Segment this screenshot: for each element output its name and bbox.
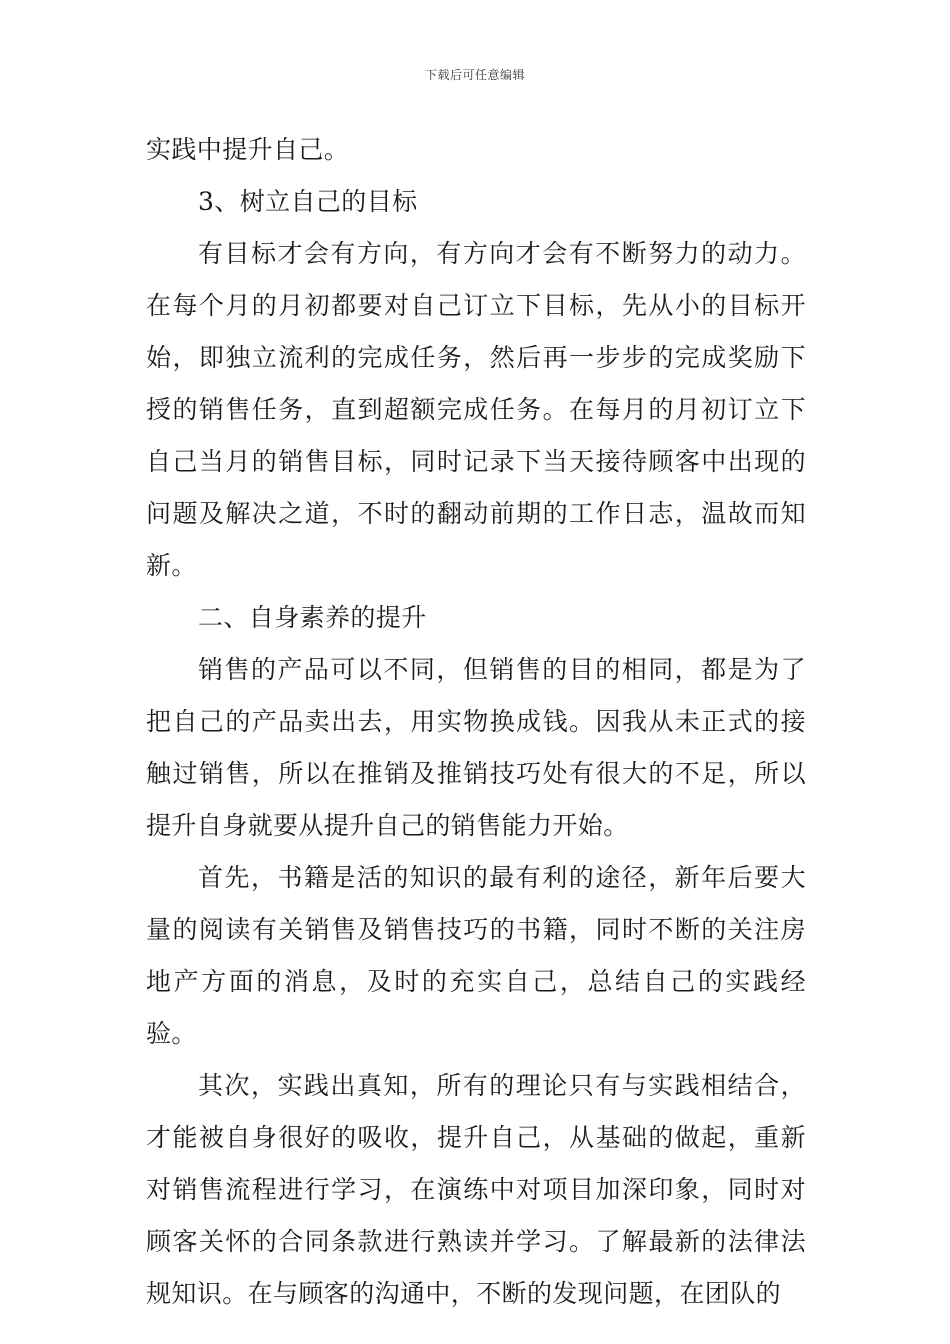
paragraph-second-practice: 其次，实践出真知，所有的理论只有与实践相结合，才能被自身很好的吸收，提升自己，从基础的做起，重新对销售流程进行学习，在演练中对项目加深印象，同时对顾客关怀的合同条款进行熟读并学习。了解最新的法律法规知识。在与顾客的沟通中，不断的发现问题，在团队的: [146, 1071, 806, 1308]
section-heading-self-improvement: 二、自身素养的提升: [198, 603, 427, 632]
section-heading-goals: 3、树立自己的目标: [198, 187, 418, 216]
document-body: [146, 124, 806, 1320]
paragraph-sales-purpose: 销售的产品可以不同，但销售的目的相同，都是为了把自己的产品卖出去，用实物换成钱。因我从未正式的接触过销售，所以在推销及推销技巧处有很大的不足，所以提升自身就要从提升自己的销售能力开始。: [146, 655, 806, 840]
paragraph-continuation: 实践中提升自己。: [146, 135, 350, 164]
paragraph-first-reading: 首先，书籍是活的知识的最有利的途径，新年后要大量的阅读有关销售及销售技巧的书籍，同时不断的关注房地产方面的消息，及时的充实自己，总结自己的实践经验。: [146, 863, 806, 1048]
paragraph-goals: 有目标才会有方向，有方向才会有不断努力的动力。在每个月的月初都要对自己订立下目标，先从小的目标开始，即独立流利的完成任务，然后再一步步的完成奖励下授的销售任务，直到超额完成任务。在每月的月初订立下自己当月的销售目标，同时记录下当天接待顾客中出现的问题及解决之道，不时的翻动前期的工作日志，温故而知新。: [146, 239, 806, 580]
header-note: 下载后可任意编辑: [424, 68, 525, 82]
